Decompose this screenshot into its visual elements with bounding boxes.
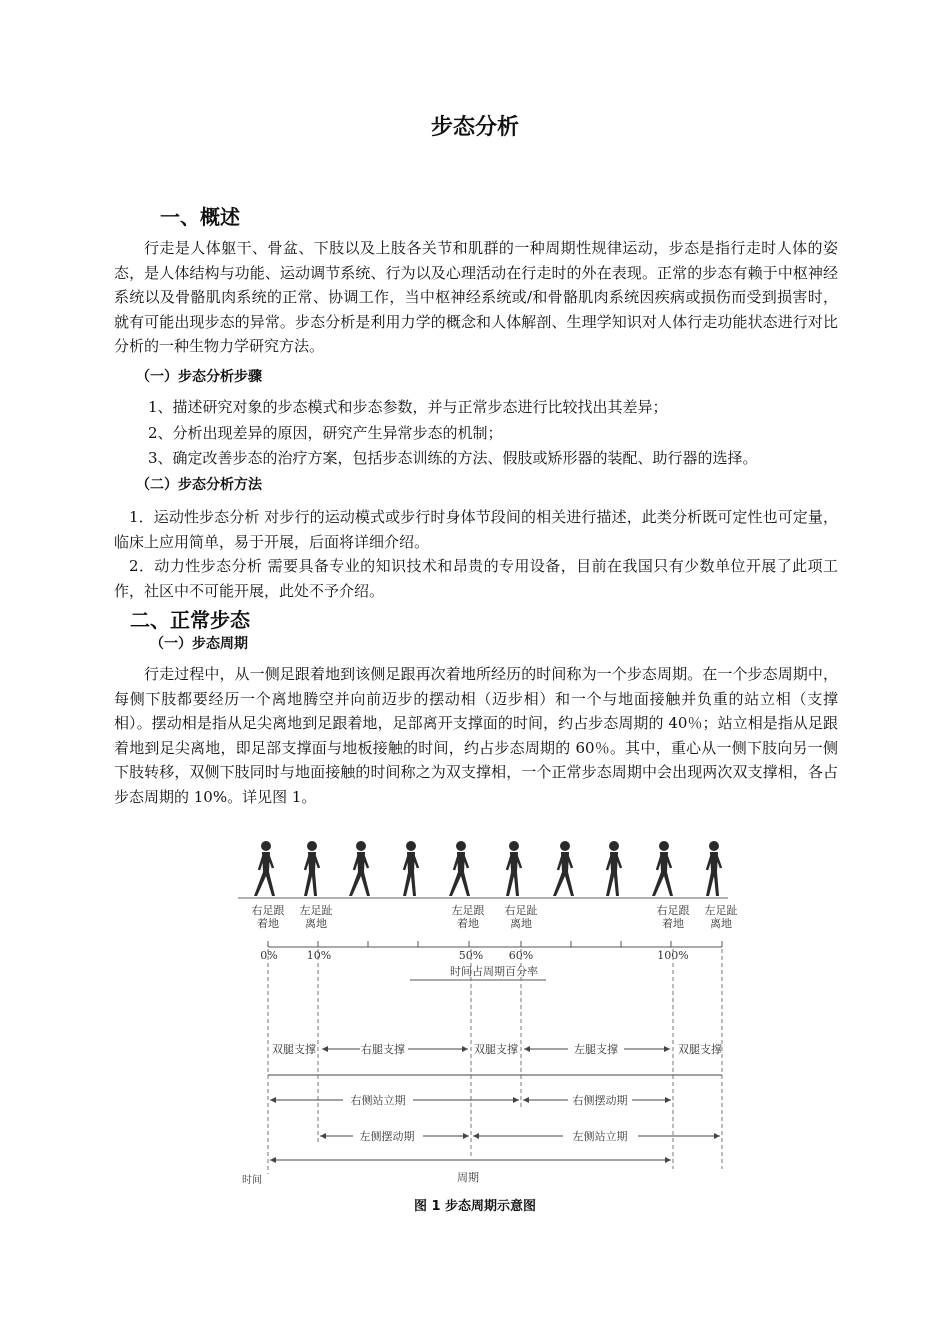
method-item: 1．运动性步态分析 对步行的运动模式或步行时身体节段间的相关进行描述，此类分析既可定性也可定量，临床上应用简单，易于开展，后面将详细介绍。 — [114, 508, 838, 551]
tick-label: 60% — [508, 949, 534, 962]
event-label: 左足趾 — [704, 904, 738, 917]
time-label: 时间 — [242, 1175, 262, 1186]
support-row — [272, 1042, 722, 1056]
axis-title: 时间占周期百分率 — [450, 965, 538, 978]
gait-cycle-paragraph: 行走过程中，从一侧足跟着地到该侧足跟再次着地所经历的时间称为一个步态周期。在一个步态周期中，每侧下肢都要经历一个离地腾空并向前迈步的摆动相（迈步相）和一个与地面接触并负重的站立相（支撑相）。摆动相是指从足尖离地到足跟着地，足部离开支撑面的时间，约占步态周期的 40％；站立相是指从足跟着地到足尖离地，即足部支撑面与地板接触的时间，约占步态周期的 60％。其中，重心从一侧下肢向另一侧下肢转移，双侧下肢同时与地面接触的时间称之为双支撑相，一个正常步态周期中会出现两次双支撑相，各占步态周期的 10%。详见图 1。 — [114, 665, 838, 806]
figure-caption: 图 1 步态周期示意图 — [413, 1199, 537, 1214]
event-label: 右足跟 — [656, 904, 690, 917]
page-title: 步态分析 — [430, 115, 519, 140]
walking-figure — [254, 841, 275, 896]
section-heading-normal-gait: 二、正常步态 — [130, 608, 250, 632]
step-item: 3、确定改善步态的治疗方案，包括步态训练的方法、假肢或矫形器的装配、助行器的选择。 — [148, 449, 758, 467]
event-label: 左足跟 — [451, 904, 485, 917]
event-label: 离地 — [710, 917, 732, 930]
support-label: 左腿支撑 — [574, 1043, 618, 1056]
support-label: 双腿支撑 — [474, 1043, 518, 1056]
walking-figure — [706, 841, 721, 896]
event-label: 着地 — [257, 917, 279, 930]
subheading-methods: （二）步态分析方法 — [136, 477, 262, 493]
right-swing-label: 右侧摆动期 — [572, 1094, 628, 1107]
event-label: 着地 — [457, 917, 479, 930]
event-label: 右足趾 — [504, 904, 538, 917]
walking-figure — [506, 841, 521, 896]
left-stance-label: 左侧站立期 — [572, 1130, 628, 1143]
walking-figure — [349, 841, 370, 896]
walking-figures — [254, 841, 721, 896]
support-label: 右腿支撑 — [361, 1043, 405, 1056]
left-swing-label: 左侧摆动期 — [359, 1130, 415, 1143]
phase-guides — [268, 949, 722, 1174]
support-label: 双腿支撑 — [678, 1043, 722, 1056]
event-label: 离地 — [305, 917, 327, 930]
support-label: 双腿支撑 — [272, 1043, 316, 1056]
left-leg-phases — [320, 1129, 720, 1143]
tick-label: 10% — [306, 949, 332, 962]
walking-figure — [553, 841, 574, 896]
event-labels — [252, 903, 738, 930]
gait-cycle-figure — [228, 834, 738, 1190]
tick-label: 0% — [260, 949, 278, 962]
step-item: 2、分析出现差异的原因，研究产生异常步态的机制； — [148, 424, 503, 442]
subheading-steps: （一）步态分析步骤 — [136, 369, 262, 385]
section-heading-overview: 一、概述 — [160, 205, 240, 229]
event-label: 右足跟 — [251, 904, 285, 917]
axis-ticks — [268, 941, 722, 947]
cycle-label: 周期 — [457, 1171, 479, 1184]
walking-figure — [304, 841, 319, 896]
event-label: 离地 — [510, 917, 532, 930]
event-label: 着地 — [662, 917, 684, 930]
walking-figure — [403, 841, 418, 896]
walking-figure — [652, 841, 673, 896]
intro-paragraph: 行走是人体躯干、骨盆、下肢以及上肢各关节和肌群的一种周期性规律运动，步态是指行走时人体的姿态，是人体结构与功能、运动调节系统、行为以及心理活动在行走时的外在表现。正常的步态有赖于中枢神经系统以及骨骼肌肉系统的正常、协调工作，当中枢神经系统或/和骨骼肌肉系统因疾病或损伤而受到损害时，就有可能出现步态的异常。步态分析是利用力学的概念和人体解剖、生理学知识对人体行走功能状态进行对比分析的一种生物力学研究方法。 — [114, 239, 838, 355]
tick-label: 50% — [458, 949, 484, 962]
walking-figure — [606, 841, 621, 896]
method-item: 2．动力性步态分析 需要具备专业的知识技术和昂贵的专用设备，目前在我国只有少数单位开展了此项工作，社区中不可能开展，此处不予介绍。 — [114, 557, 838, 600]
tick-label: 100% — [657, 949, 689, 962]
event-label: 左足趾 — [299, 904, 333, 917]
subheading-gait-cycle: （一）步态周期 — [150, 636, 248, 652]
walking-figure — [449, 841, 470, 896]
step-item: 1、描述研究对象的步态模式和步态参数，并与正常步态进行比较找出其差异； — [148, 398, 668, 416]
right-stance-label: 右侧站立期 — [350, 1094, 406, 1107]
